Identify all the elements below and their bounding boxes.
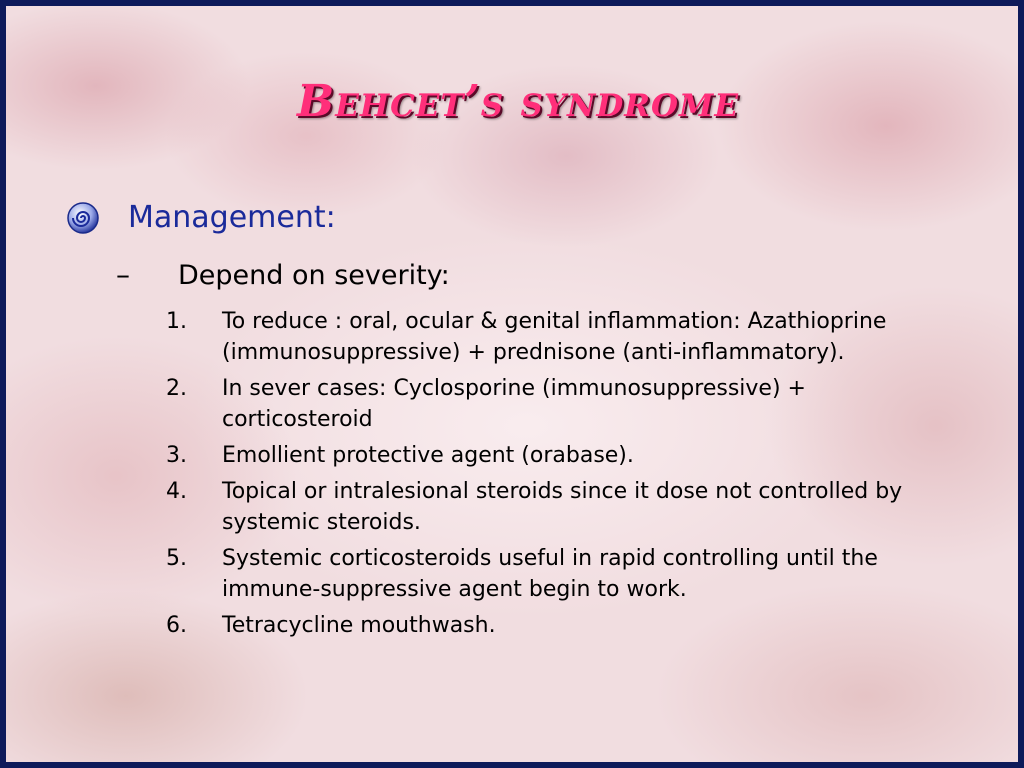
- list-item: [166, 543, 946, 605]
- list-item: [166, 610, 946, 641]
- list-item-number: 2.: [166, 376, 187, 401]
- main-bullet: [66, 200, 336, 235]
- treatment-list: [166, 306, 946, 646]
- list-item-number: 4.: [166, 479, 187, 504]
- list-item: [166, 440, 946, 471]
- list-item-text: Topical or intralesional steroids since it dose not controlled by systemic steroids.: [222, 479, 903, 535]
- list-item-number: 1.: [166, 309, 187, 334]
- slide-title: Behcet’s syndrome: [297, 76, 739, 127]
- dash-marker: –: [116, 258, 130, 291]
- severity-label: Depend on severity:: [178, 260, 450, 291]
- list-item-text: To reduce : oral, ocular & genital inflammation: Azathioprine (immunosuppressive) + prednisone (anti-inflammatory).: [222, 309, 887, 365]
- list-item-number: 6.: [166, 613, 187, 638]
- list-item-text: Emollient protective agent (orabase).: [222, 443, 634, 468]
- management-label: Management:: [128, 200, 336, 235]
- list-item: [166, 476, 946, 538]
- list-item-text: In sever cases: Cyclosporine (immunosuppressive) + corticosteroid: [222, 376, 806, 432]
- list-item-number: 5.: [166, 546, 187, 571]
- list-item-text: Systemic corticosteroids useful in rapid controlling until the immune-suppressive agent begin to work.: [222, 546, 878, 602]
- swirl-bullet-icon: [66, 201, 100, 235]
- sub-bullet: [116, 258, 450, 291]
- list-item-text: Tetracycline mouthwash.: [222, 613, 496, 638]
- list-item-number: 3.: [166, 443, 187, 468]
- list-item: [166, 373, 946, 435]
- list-item: [166, 306, 946, 368]
